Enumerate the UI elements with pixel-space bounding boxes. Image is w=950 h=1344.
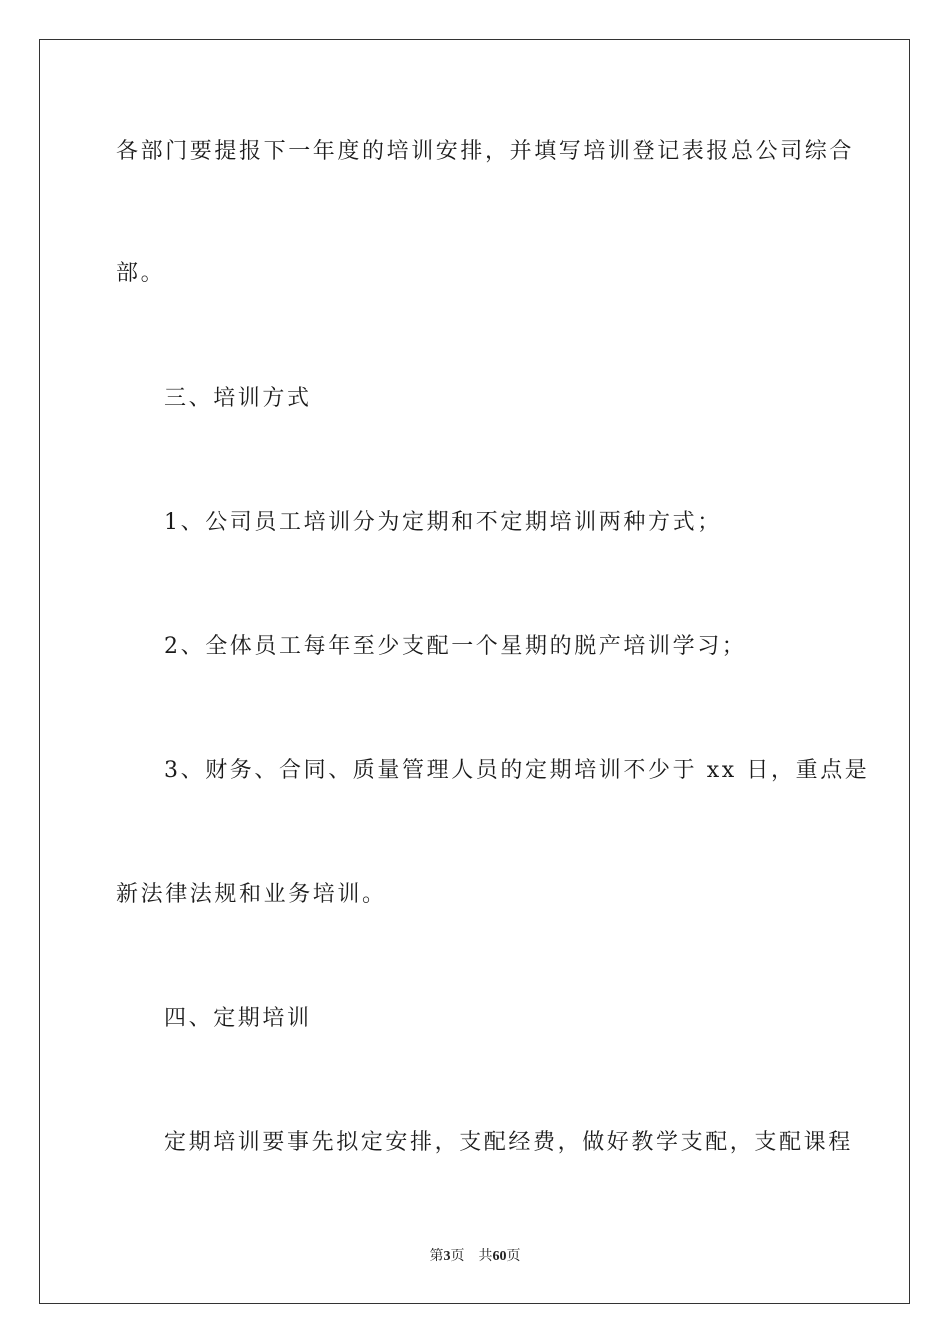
- section-heading-regular-training: 四、定期培训: [164, 1006, 312, 1031]
- page-number: 3: [443, 1249, 451, 1264]
- total-prefix: 共: [478, 1249, 493, 1264]
- page-suffix: 页: [450, 1249, 465, 1264]
- total-pages: 60: [492, 1249, 507, 1264]
- list-item-1: 1、公司员工培训分为定期和不定期培训两种方式；: [164, 510, 722, 535]
- paragraph-line-2: 部。: [116, 261, 166, 286]
- total-suffix: 页: [506, 1249, 521, 1264]
- paragraph-regular-training: 定期培训要事先拟定安排，支配经费，做好教学支配，支配课程: [164, 1130, 853, 1155]
- page-prefix: 第: [429, 1249, 444, 1264]
- page-footer: [0, 1248, 950, 1266]
- paragraph-line-1: 各部门要提报下一年度的培训安排，并填写培训登记表报总公司综合: [116, 139, 855, 164]
- list-item-3-continuation: 新法律法规和业务培训。: [116, 882, 387, 907]
- section-heading-training-methods: 三、培训方式: [164, 386, 312, 411]
- page-border: [39, 39, 910, 1304]
- list-item-2: 2、全体员工每年至少支配一个星期的脱产培训学习；: [164, 634, 747, 659]
- list-item-3: 3、财务、合同、质量管理人员的定期培训不少于 xx 日，重点是: [164, 758, 870, 783]
